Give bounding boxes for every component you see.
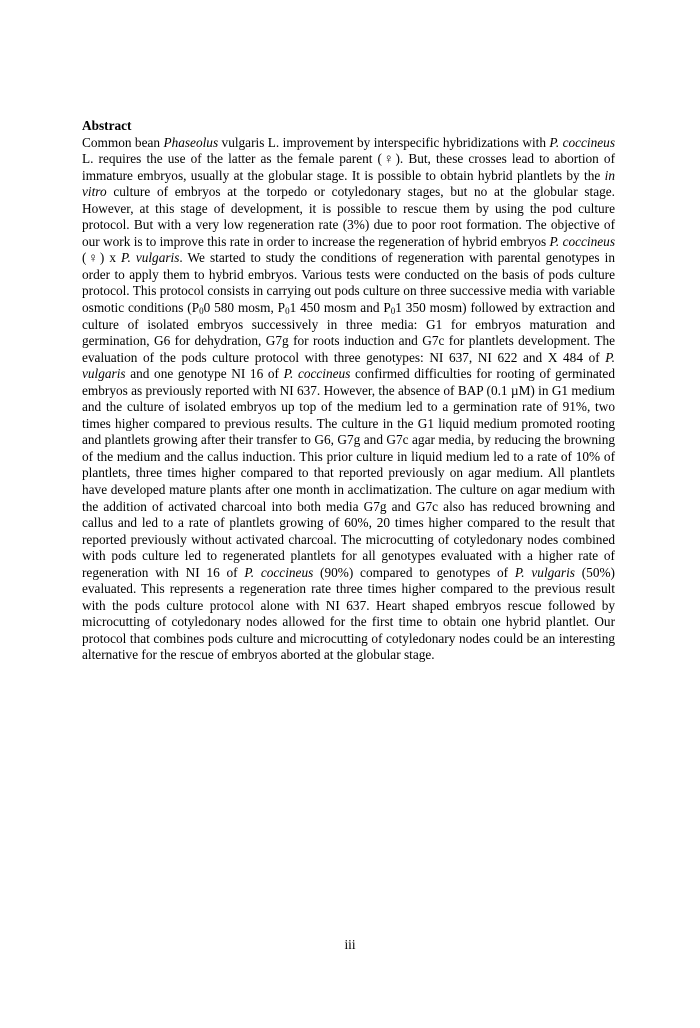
- subscript-text: 0: [285, 305, 290, 316]
- abstract-text-run: Common bean: [82, 134, 164, 150]
- abstract-paragraph: [82, 135, 615, 665]
- italic-term: P. vulgaris: [121, 250, 180, 266]
- italic-term: P. vulgaris: [82, 349, 615, 382]
- abstract-text-run: 1 450 mosm and P: [289, 299, 391, 315]
- abstract-text-run: L. requires the use of the latter as the female parent (♀). But, these crosses lead to abortion of immature embryos, usually at the globular stage. It is possible to obtain hybrid plantlets by the: [82, 151, 615, 183]
- abstract-text-run: confirmed difficulties for rooting of germinated embryos as previously reported with NI 637. However, the absence of BAP (0.1 µM) in G1 medium and the culture of isolated embryos up top of the medium led to a germination rate of 91%, two times higher compared to previous results. The culture in the G1 liquid medium promoted rooting and plantlets growing after their transfer to G6, G7g and G7c agar media, by reducing the browning of the medium and the callus induction. This prior culture in liquid medium led to a rate of 10% of plantlets, three times higher compared to that reported previously on agar medium. All plantlets have developed mature plants after one month in acclimatization. The culture on agar medium with the addition of activated charcoal into both media G7g and G7c also has reduced browning and callus and led to a rate of plantlets growing of 60%, 20 times higher compared to the result that reported previously without activated charcoal. The microcutting of cotyledonary nodes combined with pods culture led to regenerated plantlets for all genotypes evaluated with a higher rate of regeneration with NI 16 of: [82, 366, 615, 580]
- italic-term: P. coccineus: [549, 134, 615, 150]
- abstract-text-run: culture of embryos at the torpedo or cotyledonary stages, but no at the globular stage. However, at this stage of development, it is possible to rescue them by using the pod culture protocol. But with a very low regeneration rate (3%) due to poor root formation. The objective of our work is to improve this rate in order to increase the regeneration of hybrid embryos: [82, 184, 615, 249]
- abstract-text-run: (90%) compared to genotypes of: [313, 564, 515, 580]
- abstract-text-run: (♀) x: [82, 250, 122, 266]
- abstract-text-run: 1 350 mosm) followed by extraction and culture of isolated embryos successively in three media: G1 for embryos maturation and germination, G6 for dehydration, G7g for roots induction and G7c for plantlets development. The evaluation of the pods culture protocol with three genotypes: NI 637, NI 622 and X 484 of: [82, 299, 616, 365]
- subscript-text: 0: [390, 305, 396, 316]
- abstract-text-run: 0 580 mosm, P: [203, 299, 286, 315]
- italic-term: in vitro: [82, 167, 615, 200]
- italic-term: P. vulgaris: [514, 564, 575, 580]
- italic-term: P. coccineus: [549, 233, 615, 249]
- abstract-text-run: . We started to study the conditions of regeneration with parental genotypes in order to apply them to hybrid embryos. Various tests were conducted on the basis of pods culture protocol. This protocol consists in carrying out pods culture on three successive media with variable osmotic conditions (P: [82, 250, 615, 315]
- italic-term: P. coccineus: [283, 366, 351, 382]
- page-number: iii: [344, 937, 356, 952]
- subscript-text: 0: [199, 305, 204, 316]
- abstract-text-run: vulgaris L. improvement by interspecific hybridizations with: [218, 134, 550, 150]
- italic-term: P. coccineus: [244, 564, 314, 580]
- abstract-section: [82, 118, 615, 664]
- abstract-heading: Abstract: [82, 118, 132, 133]
- abstract-text-run: (50%) evaluated. This represents a regeneration rate three times higher compared to the previous result with the pods culture protocol alone with NI 637. Heart shaped embryos rescue followed by microcutting of cotyledonary nodes allowed for the first time to obtain one hybrid plantlet. Our protocol that combines pods culture and microcutting of cotyledonary nodes could be an interesting alternative for the rescue of embryos aborted at the globular stage.: [82, 564, 615, 663]
- italic-term: Phaseolus: [163, 134, 219, 150]
- abstract-text-run: and one genotype NI 16 of: [125, 366, 284, 382]
